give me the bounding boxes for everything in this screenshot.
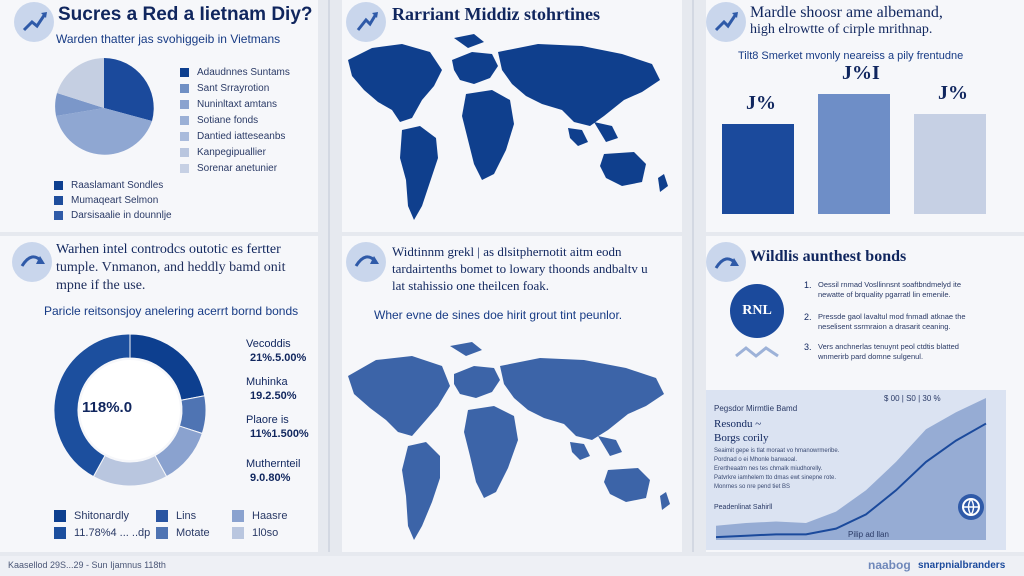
legend-swatch bbox=[180, 148, 189, 157]
chart-arrow-icon bbox=[14, 2, 54, 42]
legend-item: Sant Srrayrotion bbox=[180, 83, 269, 94]
area-series-1 bbox=[716, 398, 986, 540]
chart-note: Patvrkre iamhelem tto dmas ewt sinepne rote. bbox=[714, 475, 837, 481]
donut-center-label: 118%.0 bbox=[82, 399, 133, 416]
legend-item: Dantied iatteseanbs bbox=[180, 131, 285, 142]
list-item-text: newatte of brquality pgarratl lin emenile. bbox=[818, 290, 951, 299]
chart-footer-left: Peadenlinat Sahirll bbox=[714, 504, 773, 511]
panel-fund-allocation bbox=[0, 0, 318, 232]
list-item-text: wnmerirb pard domne sulgenul. bbox=[818, 352, 924, 361]
list-item-text: neselisent ssrmraion a drasarit ceaning. bbox=[818, 322, 951, 331]
bar-1 bbox=[722, 124, 794, 214]
divider-vertical bbox=[328, 0, 330, 552]
panel-subtitle: Tilt8 Smerket mvonly neareiss a pily frentudne bbox=[738, 50, 964, 62]
panel-subtitle: Paricle reitsonsjoy anelering acerrt bornd bonds bbox=[44, 304, 299, 318]
world-map-blue bbox=[342, 336, 682, 548]
slice-value: 19.2.50% bbox=[250, 390, 297, 402]
panel-title-line3: lat stahissio one theilcen foak. bbox=[392, 278, 550, 293]
panel-title: Warhen intel controdcs outotic es fertter bbox=[56, 242, 281, 257]
legend-item: Sotiane fonds bbox=[180, 115, 258, 126]
panel-title: Wildlis aunthest bonds bbox=[750, 248, 907, 265]
legend-swatch bbox=[54, 196, 63, 205]
footer-left-text: Kaasellod 29S...29 - Sun Ijamnus 118th bbox=[8, 560, 166, 570]
list-item-text: Pressde gaol lavaltul mod fnmadl atknae the bbox=[818, 312, 966, 321]
legend-swatch bbox=[180, 84, 189, 93]
world-map-navy bbox=[342, 30, 682, 230]
growth-arrow-icon bbox=[706, 2, 746, 42]
panel-world-map-top bbox=[342, 0, 682, 232]
legend-item: Haasre bbox=[232, 510, 287, 522]
legend-item: Mumaqeart Selmon bbox=[54, 195, 158, 206]
panel-bond-outlook bbox=[706, 236, 1024, 552]
legend-item: Nuninltaxt amtans bbox=[180, 99, 277, 110]
footer-brand: naabog bbox=[868, 558, 911, 572]
percent-growth-icon bbox=[706, 242, 746, 282]
legend-swatch bbox=[156, 527, 168, 539]
legend-item: 1l0so bbox=[232, 527, 278, 539]
rnl-badge-label: RNL bbox=[742, 303, 772, 318]
footer-right-text: snarpnialbranders bbox=[918, 560, 1006, 571]
chart-note: Pordnad o ei Mhonle barwaoal. bbox=[714, 457, 798, 463]
legend-swatch bbox=[180, 116, 189, 125]
list-number: 3. bbox=[804, 342, 812, 352]
legend-swatch bbox=[54, 181, 63, 190]
panel-title-line2: high elrowtte of cirple mrithnap. bbox=[750, 22, 933, 37]
legend-item: Lins bbox=[156, 510, 196, 522]
chart-label-left: Pegsdor Mirmtlie Bamd bbox=[714, 404, 798, 413]
panel-title: Widtinnm grekl | as dlsitphernotit aitm eodn bbox=[392, 244, 622, 259]
rnl-badge bbox=[730, 284, 784, 338]
legend-swatch bbox=[180, 132, 189, 141]
slice-label: Vecoddis bbox=[246, 338, 291, 350]
chart-note: Seaimit gepe is tlat moraat vo hmanowrmeribe. bbox=[714, 448, 840, 454]
slice-label: Muthernteil bbox=[246, 458, 301, 470]
slice-value: 9.0.80% bbox=[250, 472, 291, 484]
panel-title: Sucres a Red a Iietnam Diy? bbox=[58, 4, 313, 25]
legend-swatch bbox=[54, 527, 66, 539]
footer-bar bbox=[0, 556, 1024, 576]
swap-arrow-icon bbox=[12, 242, 52, 282]
legend-swatch bbox=[180, 164, 189, 173]
legend-item: Raaslamant Sondles bbox=[54, 180, 163, 191]
slice-value: 11%1.500% bbox=[250, 428, 309, 440]
chart-note: Monrnes so nre pend tiet BS bbox=[714, 484, 791, 490]
legend-item: Shitonardly bbox=[54, 510, 129, 522]
bar-value-label: J% bbox=[938, 82, 968, 104]
bar-3 bbox=[914, 114, 986, 214]
chart-subtitle: Borgs corily bbox=[714, 432, 769, 444]
legend-swatch bbox=[180, 68, 189, 77]
list-number: 2. bbox=[804, 312, 812, 322]
bar-value-label: J%I bbox=[842, 62, 880, 84]
fund-pie-chart bbox=[54, 58, 154, 158]
hands-icon bbox=[734, 342, 780, 364]
divider-vertical bbox=[692, 0, 694, 552]
panel-title: Mardle shoosr ame albemand, bbox=[750, 4, 943, 21]
globe-swap-icon bbox=[346, 242, 386, 282]
slice-value: 21%.5.00% bbox=[250, 352, 307, 364]
panel-subtitle: Wher evne de sines doe hirit grout tint peunlor. bbox=[374, 308, 623, 322]
panel-bond-donut bbox=[0, 236, 318, 552]
legend-swatch bbox=[232, 510, 244, 522]
chart-footer-right: Pilip ad llan bbox=[848, 530, 889, 539]
bar-2 bbox=[818, 94, 890, 214]
chart-title: Resondu ~ bbox=[714, 418, 762, 430]
panel-title: Rarriant Middiz stohrtines bbox=[392, 4, 600, 24]
legend-item: Darsisaalie in dounnlje bbox=[54, 210, 172, 221]
chart-note: Erertheaatm nes tes chmalk miudhorelly. bbox=[714, 466, 823, 472]
panel-title-line3: mpne if the use. bbox=[56, 278, 146, 293]
panel-world-map-bottom bbox=[342, 236, 682, 552]
list-item-text: Oessil rnmad Vosllinnsnt soaftbndmelyd ite bbox=[818, 280, 961, 289]
legend-swatch bbox=[180, 100, 189, 109]
list-item-text: Vers anchnerlas tenuynt peol ctdtis blatted bbox=[818, 342, 959, 351]
legend-item: 11.78%4 ... ..dp bbox=[54, 527, 150, 539]
list-number: 1. bbox=[804, 280, 812, 290]
legend-item: Motate bbox=[156, 527, 210, 539]
slice-label: Muhinka bbox=[246, 376, 288, 388]
globe-badge-icon bbox=[958, 494, 984, 520]
legend-item: Kanpegipuallier bbox=[180, 147, 266, 158]
outlook-area-chart bbox=[716, 390, 1006, 550]
legend-swatch bbox=[156, 510, 168, 522]
panel-subtitle: Warden thatter jas svohiggeib in Vietmans bbox=[56, 32, 281, 46]
donut-slice bbox=[93, 456, 166, 486]
panel-market-growth bbox=[706, 0, 1024, 232]
panel-title-line2: tumple. Vnmanon, and heddly bamd onit bbox=[56, 260, 286, 275]
legend-swatch bbox=[232, 527, 244, 539]
legend-item: Adaudnnes Suntams bbox=[180, 67, 290, 78]
chart-label-right: $ 00 | S0 | 30 % bbox=[884, 394, 941, 403]
panel-title-line2: tardairtenths bomet to lowary thoonds andbaltv u bbox=[392, 261, 648, 276]
outlook-chart-card bbox=[706, 390, 1006, 550]
slice-label: Plaore is bbox=[246, 414, 289, 426]
legend-swatch bbox=[54, 211, 63, 220]
legend-swatch bbox=[54, 510, 66, 522]
bar-value-label: J% bbox=[746, 92, 776, 114]
legend-item: Sorenar anetunier bbox=[180, 163, 277, 174]
